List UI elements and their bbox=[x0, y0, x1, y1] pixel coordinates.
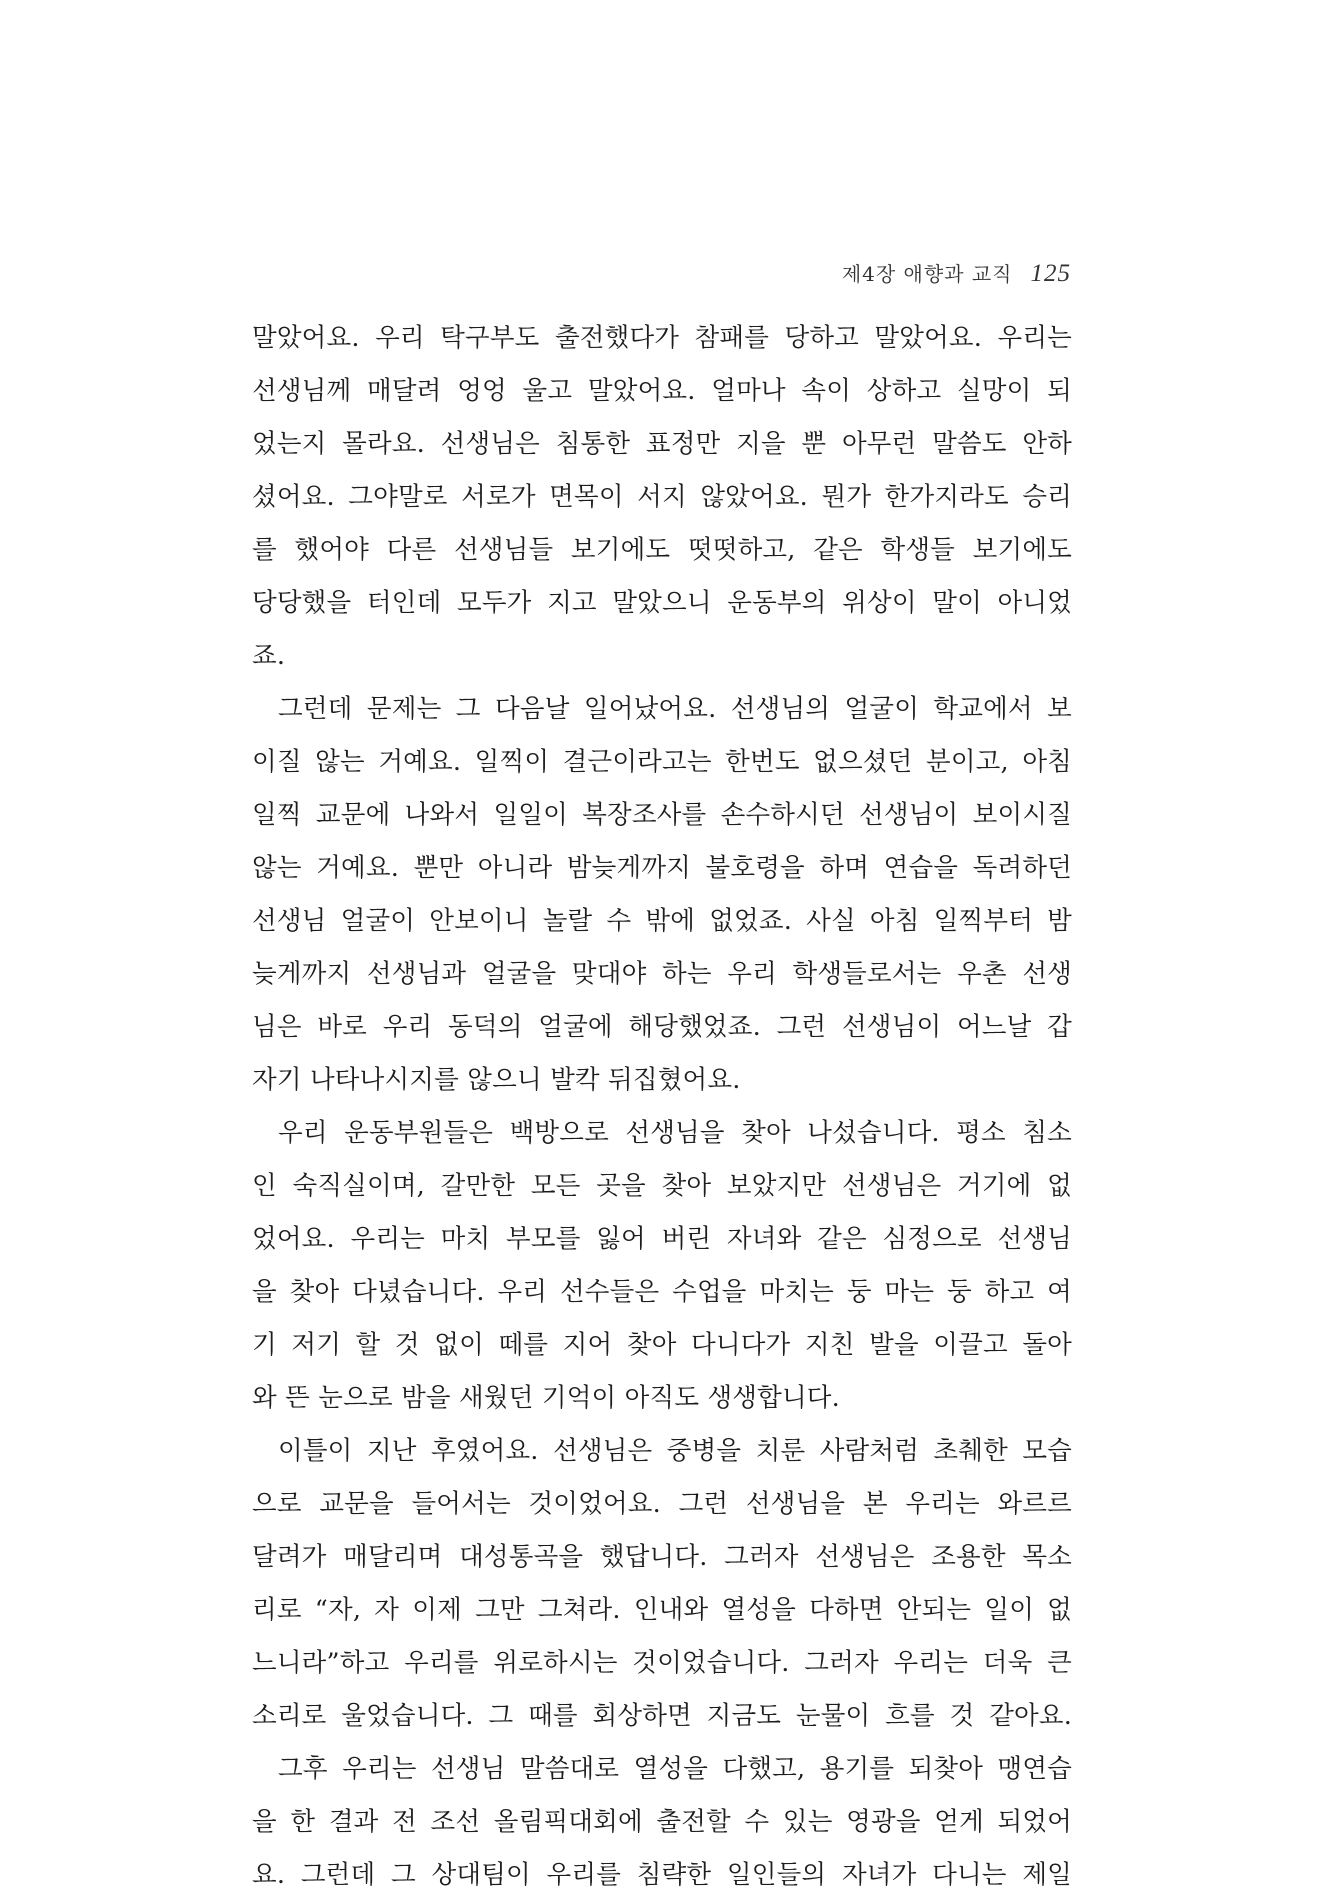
body-text bbox=[252, 312, 1072, 1902]
text-line: 그런데 문제는 그 다음날 일어났어요. 선생님의 얼굴이 학교에서 보 bbox=[278, 694, 1072, 724]
text-line: 그후 우리는 선생님 말씀대로 열성을 다했고, 용기를 되찾아 맹연습 bbox=[278, 1754, 1072, 1784]
text-line: 선생님께 매달려 엉엉 울고 말았어요. 얼마나 속이 상하고 실망이 되 bbox=[252, 376, 1072, 406]
text-line: 우리 운동부원들은 백방으로 선생님을 찾아 나섰습니다. 평소 침소 bbox=[278, 1118, 1072, 1148]
text-line: 었는지 몰라요. 선생님은 침통한 표정만 지을 뿐 아무런 말씀도 안하 bbox=[252, 429, 1072, 459]
text-line: 를 했어야 다른 선생님들 보기에도 떳떳하고, 같은 학생들 보기에도 bbox=[252, 535, 1072, 565]
text-line: 느니라”하고 우리를 위로하시는 것이었습니다. 그러자 우리는 더욱 큰 bbox=[252, 1648, 1072, 1678]
text-line: 었어요. 우리는 마치 부모를 잃어 버린 자녀와 같은 심정으로 선생님 bbox=[252, 1224, 1072, 1254]
text-line: 말았어요. 우리 탁구부도 출전했다가 참패를 당하고 말았어요. 우리는 bbox=[252, 323, 1072, 353]
text-line: 소리로 울었습니다. 그 때를 회상하면 지금도 눈물이 흐를 것 같아요. bbox=[252, 1701, 1072, 1731]
text-line: 으로 교문을 들어서는 것이었어요. 그런 선생님을 본 우리는 와르르 bbox=[252, 1489, 1072, 1519]
text-line: 이틀이 지난 후였어요. 선생님은 중병을 치룬 사람처럼 초췌한 모습 bbox=[278, 1436, 1072, 1466]
text-line: 일찍 교문에 나와서 일일이 복장조사를 손수하시던 선생님이 보이시질 bbox=[252, 800, 1072, 830]
text-line: 리로 “자, 자 이제 그만 그쳐라. 인내와 열성을 다하면 안되는 일이 없 bbox=[252, 1595, 1072, 1625]
text-line: 죠. bbox=[252, 641, 286, 671]
text-line: 자기 나타나시지를 않으니 발칵 뒤집혔어요. bbox=[252, 1065, 741, 1095]
text-line: 기 저기 할 것 없이 떼를 지어 찾아 다니다가 지친 발을 이끌고 돌아 bbox=[252, 1330, 1072, 1360]
text-line: 선생님 얼굴이 안보이니 놀랄 수 밖에 없었죠. 사실 아침 일찍부터 밤 bbox=[252, 906, 1072, 936]
text-line: 달려가 매달리며 대성통곡을 했답니다. 그러자 선생님은 조용한 목소 bbox=[252, 1542, 1072, 1572]
text-line: 셨어요. 그야말로 서로가 면목이 서지 않았어요. 뭔가 한가지라도 승리 bbox=[252, 482, 1072, 512]
page-number: 125 bbox=[1030, 260, 1071, 287]
text-line: 인 숙직실이며, 갈만한 모든 곳을 찾아 보았지만 선생님은 거기에 없 bbox=[252, 1171, 1072, 1201]
text-line: 당당했을 터인데 모두가 지고 말았으니 운동부의 위상이 말이 아니었 bbox=[252, 588, 1072, 618]
running-header bbox=[842, 258, 1071, 288]
text-line: 이질 않는 거예요. 일찍이 결근이라고는 한번도 없으셨던 분이고, 아침 bbox=[252, 747, 1072, 777]
text-line: 않는 거예요. 뿐만 아니라 밤늦게까지 불호령을 하며 연습을 독려하던 bbox=[252, 853, 1072, 883]
text-line: 님은 바로 우리 동덕의 얼굴에 해당했었죠. 그런 선생님이 어느날 갑 bbox=[252, 1012, 1072, 1042]
text-line: 늦게까지 선생님과 얼굴을 맞대야 하는 우리 학생들로서는 우촌 선생 bbox=[252, 959, 1072, 989]
text-line: 요. 그런데 그 상대팀이 우리를 침략한 일인들의 자녀가 다니는 제일 bbox=[252, 1860, 1072, 1890]
chapter-title: 제4장 애향과 교직 bbox=[841, 262, 1013, 286]
text-line: 와 뜬 눈으로 밤을 새웠던 기억이 아직도 생생합니다. bbox=[252, 1383, 840, 1413]
text-line: 을 찾아 다녔습니다. 우리 선수들은 수업을 마치는 둥 마는 둥 하고 여 bbox=[252, 1277, 1072, 1307]
text-line: 을 한 결과 전 조선 올림픽대회에 출전할 수 있는 영광을 얻게 되었어 bbox=[252, 1807, 1072, 1837]
